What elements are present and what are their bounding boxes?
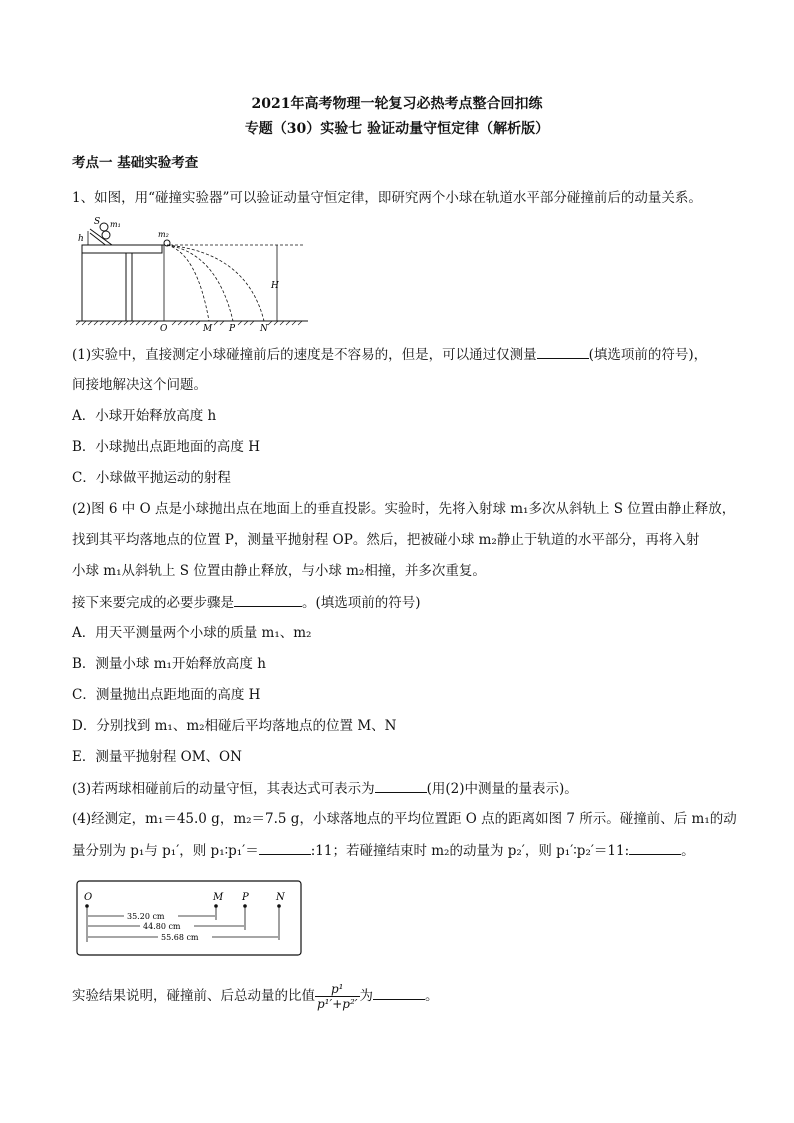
part1-text-before: (1)实验中，直接测定小球碰撞前后的速度是不容易的，但是，可以通过仅测量: [72, 347, 537, 363]
part4-text-a: 量分别为 p₁与 p₁′，则 p₁∶p₁′＝: [72, 843, 259, 859]
fraction-numerator: p¹: [315, 982, 360, 997]
part2-text-after: 。(填选项前的符号): [302, 595, 421, 611]
label-H: H: [271, 281, 279, 291]
trajectory-N: [167, 245, 264, 321]
document-subtitle: 专题（30）实验七 验证动量守恒定律（解析版）: [244, 121, 550, 137]
ball-m1: [100, 223, 108, 231]
label-M: M: [203, 324, 213, 331]
part2-line3: 小球 m₁从斜轨上 S 位置由静止释放，与小球 m₂相撞，并多次重复。: [72, 563, 486, 579]
trajectory-M: [167, 245, 209, 321]
collision-apparatus-figure: [72, 213, 312, 331]
option-2D: D．分别找到 m₁、m₂相碰后平均落地点的位置 M、N: [72, 718, 397, 734]
distance-figure: [76, 880, 302, 956]
table: [82, 245, 162, 321]
part1-line1: [72, 344, 732, 365]
section-heading: 考点一 基础实验考查: [72, 155, 199, 171]
label-m1: m₁: [110, 220, 121, 229]
answer-blank-6: [373, 985, 425, 1000]
label-O: O: [160, 324, 168, 331]
option-2A: A．用天平测量两个小球的质量 m₁、m₂: [72, 625, 312, 641]
document-title: 2021年高考物理一轮复习必热考点整合回扣练: [251, 96, 543, 112]
part3-text-after: (用(2)中测量的量表示)。: [426, 781, 578, 797]
option-2C: C．测量抛出点距地面的高度 H: [72, 687, 261, 703]
answer-blank-3: [375, 778, 427, 793]
part4-text-b: :11；若碰撞结束时 m₂的动量为 p₂′，则 p₁′∶p₂′＝11:: [310, 843, 630, 859]
label-m2: m₂: [158, 230, 169, 239]
answer-blank-2: [234, 592, 302, 607]
result-text-end: 。: [425, 988, 439, 1004]
result-text-before: 实验结果说明，碰撞前、后总动量的比值: [72, 988, 315, 1004]
fraction-denominator: p¹′+p²′: [317, 997, 358, 1011]
part1-line2: 间接地解决这个问题。: [72, 377, 207, 393]
label-N: N: [260, 324, 268, 331]
answer-blank-5: [629, 840, 681, 855]
label-h: h: [78, 234, 84, 244]
part2-line2: 找到其平均落地点的位置 P，测量平抛射程 OP。然后，把被碰小球 m₂静止于轨道的水平部分，再将入射: [72, 532, 700, 548]
option-2E: E．测量平抛射程 OM、ON: [72, 749, 242, 765]
distance-OP: 44.80 cm: [143, 922, 181, 931]
fig2-label-M: M: [213, 892, 224, 903]
fig2-label-N: N: [276, 892, 285, 903]
part1-text-after: (填选项前的符号)，: [588, 347, 708, 363]
option-2B: B．测量小球 m₁开始释放高度 h: [72, 656, 266, 672]
part3-line: [72, 778, 732, 799]
part4-line1: (4)经测定，m₁＝45.0 g，m₂＝7.5 g，小球落地点的平均位置距 O 点的距离如图 7 所示。碰撞前、后 m₁的动: [72, 811, 737, 827]
trajectory-P: [167, 245, 233, 321]
part3-text-before: (3)若两球相碰前后的动量守恒，其表达式可表示为: [72, 781, 375, 797]
part2-text-before: 接下来要完成的必要步骤是: [72, 595, 234, 611]
ramp: [90, 229, 150, 247]
distance-ON: 55.68 cm: [161, 933, 199, 942]
option-1B: B．小球抛出点距地面的高度 H: [72, 439, 260, 455]
answer-blank-4: [259, 840, 311, 855]
fig2-label-O: O: [84, 892, 93, 903]
question-stem: 1、如图，用“碰撞实验器”可以验证动量守恒定律，即研究两个小球在轨道水平部分碰撞前后的动量关系。: [72, 190, 702, 206]
ball-m1-shadow: [102, 231, 110, 239]
fig2-label-P: P: [242, 892, 249, 903]
part2-line4: [72, 592, 732, 613]
option-1C: C．小球做平抛运动的射程: [72, 470, 231, 486]
result-text-after: 为: [359, 988, 373, 1004]
answer-blank-1: [537, 344, 589, 359]
momentum-ratio-fraction: [315, 982, 360, 1011]
option-1A: A．小球开始释放高度 h: [72, 408, 217, 424]
label-P: P: [229, 324, 236, 331]
part4-text-c: 。: [681, 843, 695, 859]
label-S: S: [94, 217, 101, 227]
distance-OM: 35.20 cm: [127, 912, 165, 921]
result-line: [72, 982, 732, 1011]
part4-line2: [72, 840, 732, 861]
part2-line1: (2)图 6 中 O 点是小球抛出点在地面上的垂直投影。实验时，先将入射球 m₁多次从斜轨上 S 位置由静止释放，: [72, 501, 736, 517]
